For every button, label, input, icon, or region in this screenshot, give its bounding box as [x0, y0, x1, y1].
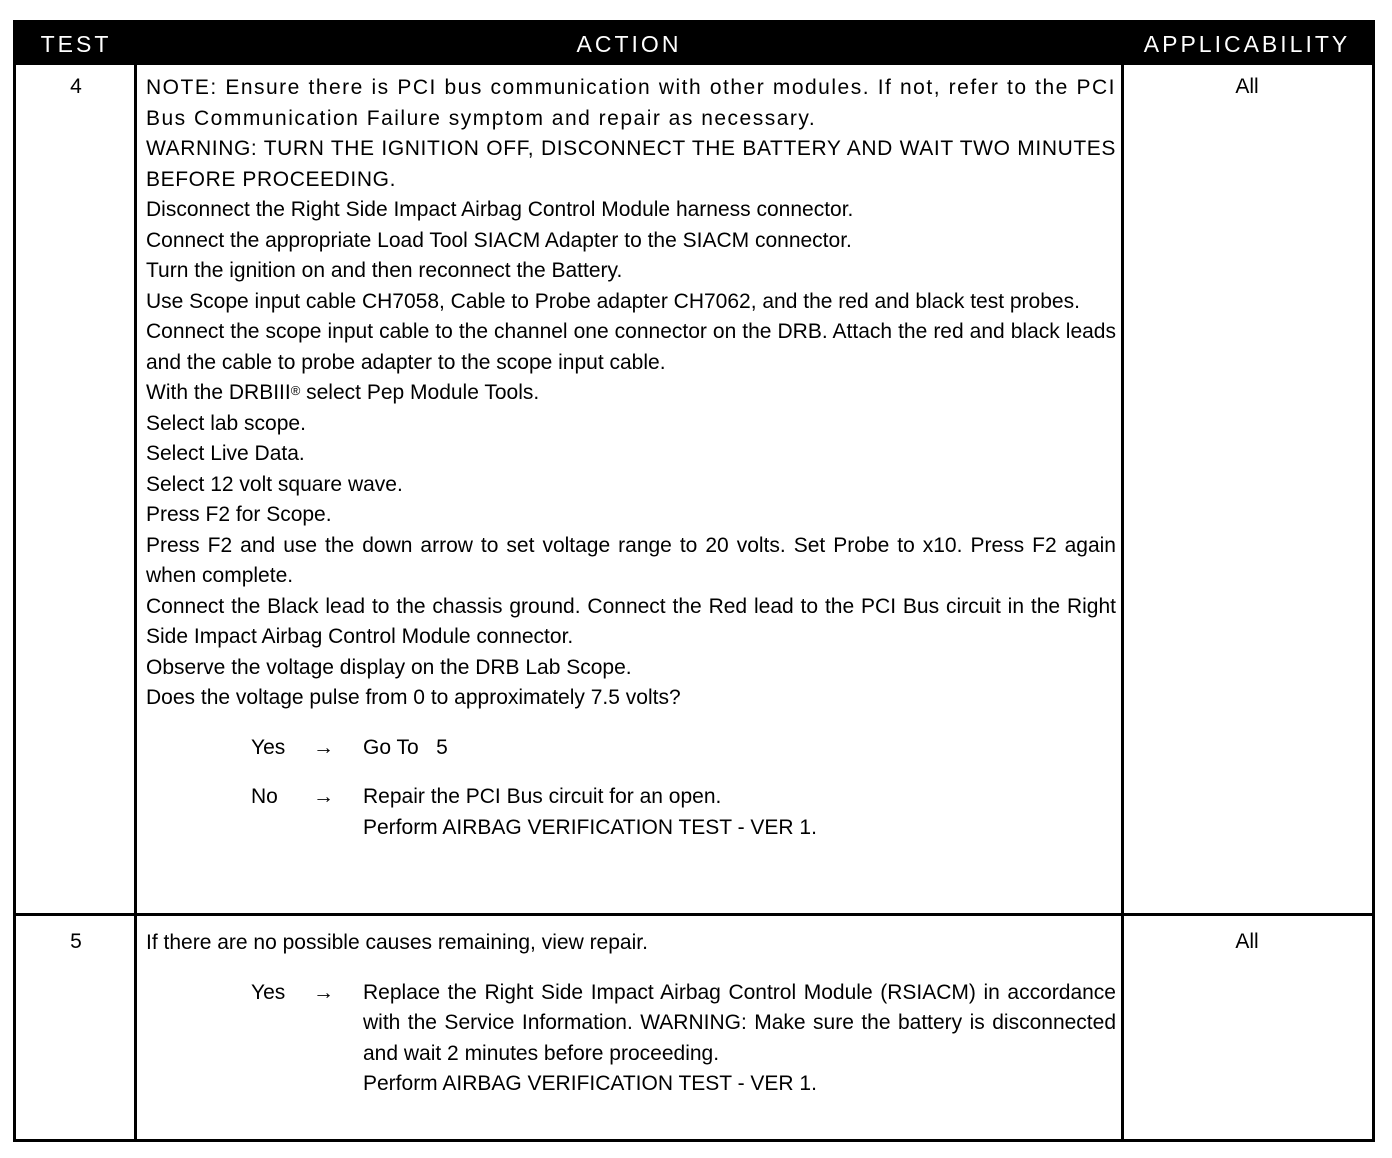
step-prefix: With the DRBIII — [146, 381, 291, 404]
applicability-value: All — [1235, 75, 1259, 98]
question-text: Does the voltage pulse from 0 to approximately 7.5 volts? — [146, 686, 681, 709]
column-divider — [134, 65, 137, 1139]
step-text: Select Live Data. — [146, 442, 305, 465]
yes-result: Go To 5 — [363, 735, 448, 759]
no-result-line: Perform AIRBAG VERIFICATION TEST - VER 1. — [363, 815, 817, 839]
no-label: No — [251, 785, 278, 808]
registered-mark: ® — [290, 383, 301, 398]
test-4-action — [146, 73, 1116, 843]
warning-text: WARNING: TURN THE IGNITION OFF, DISCONNECT THE BATTERY AND WAIT TWO MINUTES BEFORE PROCEEDING. — [146, 137, 1116, 191]
test-number: 4 — [70, 75, 82, 98]
step-text: Observe the voltage display on the DRB Lab Scope. — [146, 655, 632, 679]
arrow-right-icon: → — [313, 735, 334, 759]
yes-label: Yes — [251, 980, 286, 1004]
arrow-right-icon: → — [313, 980, 334, 1004]
step-text: Press F2 for Scope. — [146, 503, 332, 526]
statement-text: If there are no possible causes remaining, view repair. — [146, 931, 648, 954]
step-text — [146, 378, 1116, 409]
test-5-action — [146, 928, 1116, 1100]
yes-result-line: Replace the Right Side Impact Airbag Control Module (RSIACM) in accordance with the Service Information. WARNING: Make sure the battery is disconnected and wait 2 minutes before proceeding. — [363, 980, 1116, 1065]
header-applicability: APPLICABILITY — [1143, 31, 1351, 57]
yes-result-line: Perform AIRBAG VERIFICATION TEST - VER 1. — [363, 1072, 817, 1095]
step-text: Select 12 volt square wave. — [146, 472, 403, 496]
step-suffix: select Pep Module Tools. — [300, 381, 540, 404]
no-option — [251, 782, 1116, 843]
test-number: 5 — [70, 930, 82, 953]
arrow-right-icon: → — [313, 785, 334, 808]
applicability-value: All — [1235, 930, 1259, 953]
step-text: Turn the ignition on and then reconnect the Battery. — [146, 259, 623, 282]
row-divider — [16, 913, 1372, 916]
header-action: ACTION — [576, 31, 682, 57]
yes-option — [251, 978, 1116, 1100]
step-text: Connect the Black lead to the chassis ground. Connect the Red lead to the PCI Bus circuit in the Right Side Impact Airbag Control Module connector. — [146, 594, 1116, 648]
yes-label: Yes — [251, 735, 286, 759]
note-text: NOTE: Ensure there is PCI bus communication with other modules. If not, refer to the PCI Bus Communication Failure symptom and repair as necessary. — [146, 76, 1116, 130]
diagnostic-table — [13, 20, 1375, 1142]
no-result — [363, 782, 1116, 843]
step-text: Connect the scope input cable to the channel one connector on the DRB. Attach the red and black leads and the cable to probe adapter to the scope input cable. — [146, 320, 1116, 374]
table-header — [16, 23, 1372, 65]
header-test: TEST — [40, 31, 112, 57]
yes-result — [363, 978, 1116, 1100]
step-text: Disconnect the Right Side Impact Airbag Control Module harness connector. — [146, 198, 854, 221]
step-text: Use Scope input cable CH7058, Cable to Probe adapter CH7062, and the red and black test probes. — [146, 289, 1080, 313]
no-result-line: Repair the PCI Bus circuit for an open. — [363, 785, 722, 808]
step-text: Connect the appropriate Load Tool SIACM Adapter to the SIACM connector. — [146, 228, 852, 252]
column-divider — [1121, 65, 1124, 1139]
step-text: Select lab scope. — [146, 411, 306, 435]
step-text: Press F2 and use the down arrow to set voltage range to 20 volts. Set Probe to x10. Press F2 again when complete. — [146, 533, 1116, 587]
yes-option — [251, 733, 1116, 764]
